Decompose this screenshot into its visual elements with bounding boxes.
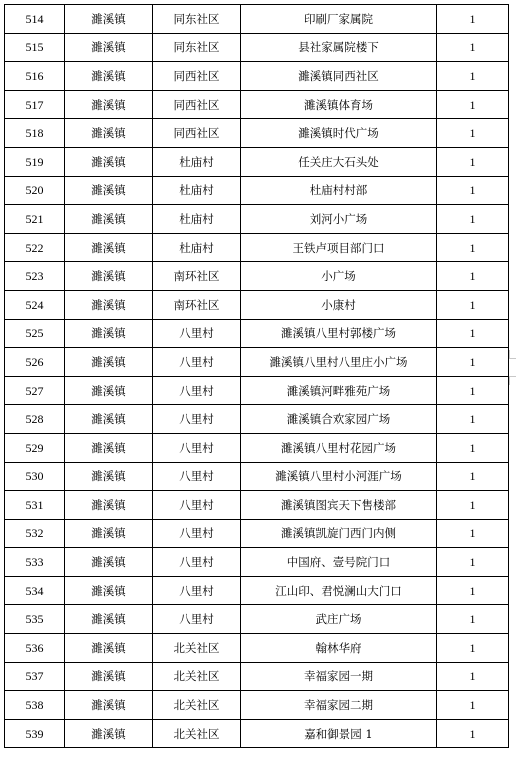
- town-cell: 濉溪镇: [65, 519, 153, 548]
- row-number-cell: 531: [5, 491, 65, 520]
- location-cell: 濉溪镇图宾天下售楼部: [241, 491, 437, 520]
- table-row: [5, 176, 509, 205]
- community-cell: 杜庙村: [153, 205, 241, 234]
- town-cell: 濉溪镇: [65, 262, 153, 291]
- count-cell: 1: [437, 548, 509, 577]
- table-row: [5, 262, 509, 291]
- town-cell: 濉溪镇: [65, 491, 153, 520]
- community-cell: 北关社区: [153, 691, 241, 720]
- town-cell: 濉溪镇: [65, 662, 153, 691]
- town-cell: 濉溪镇: [65, 233, 153, 262]
- location-cell: 王铁卢项目部门口: [241, 233, 437, 262]
- row-number-cell: 537: [5, 662, 65, 691]
- row-number-cell: 522: [5, 233, 65, 262]
- table-row: [5, 119, 509, 148]
- row-number-cell: 532: [5, 519, 65, 548]
- community-cell: 同东社区: [153, 33, 241, 62]
- table-row: [5, 376, 509, 405]
- row-number-cell: 539: [5, 719, 65, 748]
- row-number-cell: 523: [5, 262, 65, 291]
- community-cell: 北关社区: [153, 662, 241, 691]
- table-row: [5, 348, 509, 377]
- page-edge-mark-top: [509, 350, 516, 359]
- table-body: [5, 5, 509, 748]
- community-cell: 同西社区: [153, 62, 241, 91]
- town-cell: 濉溪镇: [65, 147, 153, 176]
- location-cell: 濉溪镇时代广场: [241, 119, 437, 148]
- table-row: [5, 605, 509, 634]
- community-cell: 八里村: [153, 348, 241, 377]
- community-cell: 八里村: [153, 433, 241, 462]
- count-cell: 1: [437, 33, 509, 62]
- row-number-cell: 536: [5, 634, 65, 663]
- town-cell: 濉溪镇: [65, 719, 153, 748]
- count-cell: 1: [437, 147, 509, 176]
- count-cell: 1: [437, 233, 509, 262]
- count-cell: 1: [437, 405, 509, 434]
- row-number-cell: 521: [5, 205, 65, 234]
- community-cell: 八里村: [153, 405, 241, 434]
- table-row: [5, 147, 509, 176]
- table-row: [5, 634, 509, 663]
- town-cell: 濉溪镇: [65, 62, 153, 91]
- count-cell: 1: [437, 62, 509, 91]
- table-row: [5, 691, 509, 720]
- row-number-cell: 529: [5, 433, 65, 462]
- location-cell: 杜庙村村部: [241, 176, 437, 205]
- community-cell: 八里村: [153, 519, 241, 548]
- location-cell: 武庄广场: [241, 605, 437, 634]
- location-cell: 刘河小广场: [241, 205, 437, 234]
- table-row: [5, 719, 509, 748]
- table-row: [5, 462, 509, 491]
- location-cell: 濉溪镇八里村八里庄小广场: [241, 348, 437, 377]
- community-cell: 南环社区: [153, 262, 241, 291]
- table-row: [5, 519, 509, 548]
- location-cell: 濉溪镇八里村小河涯广场: [241, 462, 437, 491]
- community-cell: 北关社区: [153, 719, 241, 748]
- town-cell: 濉溪镇: [65, 348, 153, 377]
- community-cell: 八里村: [153, 462, 241, 491]
- count-cell: 1: [437, 462, 509, 491]
- count-cell: 1: [437, 719, 509, 748]
- count-cell: 1: [437, 176, 509, 205]
- count-cell: 1: [437, 319, 509, 348]
- town-cell: 濉溪镇: [65, 205, 153, 234]
- page-edge-mark-bottom: [509, 376, 516, 385]
- location-cell: 濉溪镇河畔雅苑广场: [241, 376, 437, 405]
- count-cell: 1: [437, 491, 509, 520]
- count-cell: 1: [437, 5, 509, 34]
- town-cell: 濉溪镇: [65, 405, 153, 434]
- table-row: [5, 5, 509, 34]
- location-cell: 嘉和御景园 1: [241, 719, 437, 748]
- town-cell: 濉溪镇: [65, 634, 153, 663]
- count-cell: 1: [437, 262, 509, 291]
- community-cell: 同西社区: [153, 90, 241, 119]
- location-cell: 江山印、君悦澜山大门口: [241, 576, 437, 605]
- count-cell: 1: [437, 348, 509, 377]
- table-row: [5, 662, 509, 691]
- row-number-cell: 533: [5, 548, 65, 577]
- community-cell: 八里村: [153, 376, 241, 405]
- row-number-cell: 517: [5, 90, 65, 119]
- community-cell: 八里村: [153, 605, 241, 634]
- count-cell: 1: [437, 691, 509, 720]
- location-cell: 幸福家园一期: [241, 662, 437, 691]
- count-cell: 1: [437, 376, 509, 405]
- town-cell: 濉溪镇: [65, 576, 153, 605]
- row-number-cell: 519: [5, 147, 65, 176]
- location-cell: 小康村: [241, 290, 437, 319]
- table-row: [5, 33, 509, 62]
- table-row: [5, 90, 509, 119]
- community-cell: 杜庙村: [153, 176, 241, 205]
- town-cell: 濉溪镇: [65, 176, 153, 205]
- community-cell: 八里村: [153, 491, 241, 520]
- table-row: [5, 548, 509, 577]
- location-cell: 印刷厂家属院: [241, 5, 437, 34]
- table-row: [5, 405, 509, 434]
- town-cell: 濉溪镇: [65, 462, 153, 491]
- row-number-cell: 530: [5, 462, 65, 491]
- table-row: [5, 290, 509, 319]
- community-cell: 南环社区: [153, 290, 241, 319]
- community-cell: 杜庙村: [153, 147, 241, 176]
- community-cell: 八里村: [153, 548, 241, 577]
- location-cell: 幸福家园二期: [241, 691, 437, 720]
- table-row: [5, 319, 509, 348]
- count-cell: 1: [437, 576, 509, 605]
- location-cell: 翰林华府: [241, 634, 437, 663]
- location-cell: 濉溪镇八里村花园广场: [241, 433, 437, 462]
- town-cell: 濉溪镇: [65, 290, 153, 319]
- location-cell: 中国府、壹号院门口: [241, 548, 437, 577]
- row-number-cell: 526: [5, 348, 65, 377]
- location-cell: 县社家属院楼下: [241, 33, 437, 62]
- count-cell: 1: [437, 433, 509, 462]
- count-cell: 1: [437, 90, 509, 119]
- row-number-cell: 518: [5, 119, 65, 148]
- community-cell: 八里村: [153, 576, 241, 605]
- count-cell: 1: [437, 205, 509, 234]
- community-cell: 同西社区: [153, 119, 241, 148]
- count-cell: 1: [437, 290, 509, 319]
- count-cell: 1: [437, 519, 509, 548]
- town-cell: 濉溪镇: [65, 33, 153, 62]
- location-cell: 濉溪镇同西社区: [241, 62, 437, 91]
- table-row: [5, 205, 509, 234]
- row-number-cell: 515: [5, 33, 65, 62]
- count-cell: 1: [437, 605, 509, 634]
- table-row: [5, 433, 509, 462]
- town-cell: 濉溪镇: [65, 605, 153, 634]
- location-cell: 小广场: [241, 262, 437, 291]
- row-number-cell: 514: [5, 5, 65, 34]
- row-number-cell: 528: [5, 405, 65, 434]
- table-row: [5, 233, 509, 262]
- town-cell: 濉溪镇: [65, 691, 153, 720]
- row-number-cell: 525: [5, 319, 65, 348]
- community-cell: 八里村: [153, 319, 241, 348]
- town-cell: 濉溪镇: [65, 119, 153, 148]
- location-cell: 濉溪镇凯旋门西门内侧: [241, 519, 437, 548]
- row-number-cell: 534: [5, 576, 65, 605]
- location-cell: 濉溪镇体育场: [241, 90, 437, 119]
- count-cell: 1: [437, 634, 509, 663]
- count-cell: 1: [437, 119, 509, 148]
- row-number-cell: 516: [5, 62, 65, 91]
- location-cell: 濉溪镇合欢家园广场: [241, 405, 437, 434]
- town-cell: 濉溪镇: [65, 319, 153, 348]
- town-cell: 濉溪镇: [65, 376, 153, 405]
- table-row: [5, 576, 509, 605]
- location-cell: 任关庄大石头处: [241, 147, 437, 176]
- row-number-cell: 527: [5, 376, 65, 405]
- location-cell: 濉溪镇八里村郭楼广场: [241, 319, 437, 348]
- community-cell: 同东社区: [153, 5, 241, 34]
- count-cell: 1: [437, 662, 509, 691]
- town-cell: 濉溪镇: [65, 5, 153, 34]
- community-cell: 北关社区: [153, 634, 241, 663]
- town-cell: 濉溪镇: [65, 548, 153, 577]
- row-number-cell: 538: [5, 691, 65, 720]
- site-table: [4, 4, 509, 748]
- town-cell: 濉溪镇: [65, 90, 153, 119]
- community-cell: 杜庙村: [153, 233, 241, 262]
- row-number-cell: 535: [5, 605, 65, 634]
- table-row: [5, 491, 509, 520]
- row-number-cell: 520: [5, 176, 65, 205]
- row-number-cell: 524: [5, 290, 65, 319]
- town-cell: 濉溪镇: [65, 433, 153, 462]
- table-row: [5, 62, 509, 91]
